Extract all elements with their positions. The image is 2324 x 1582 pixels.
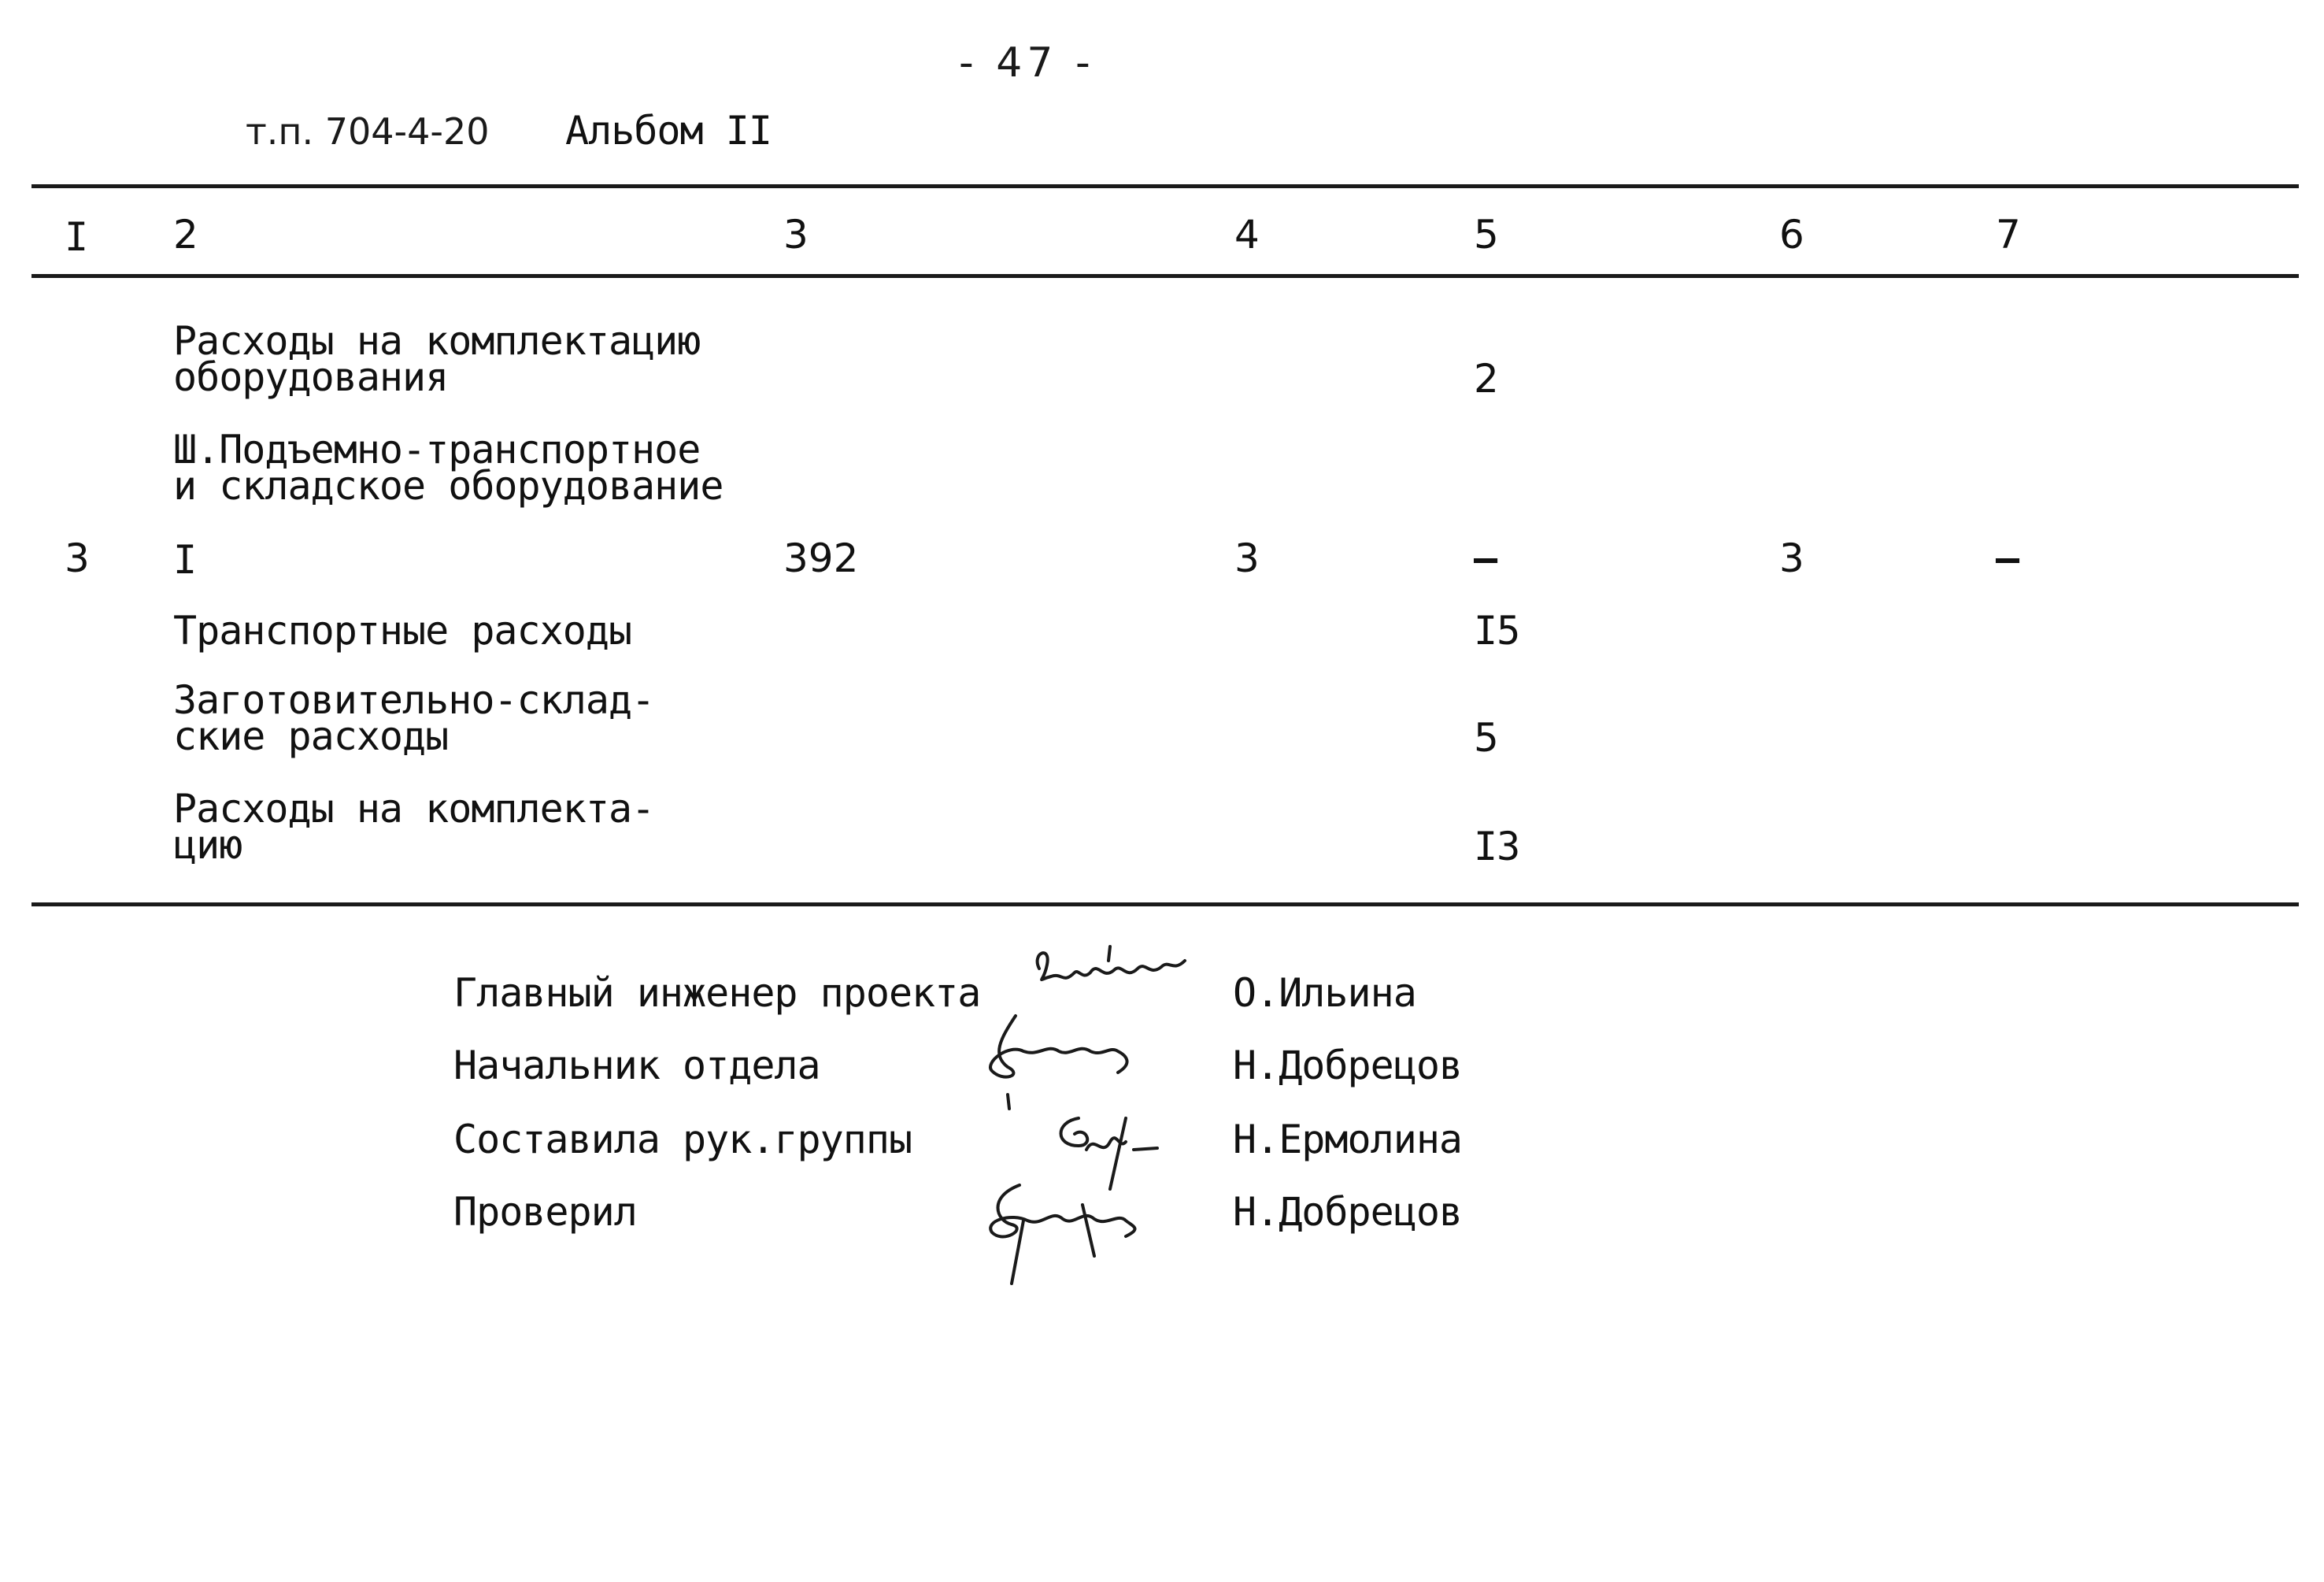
table-cell-description: I (173, 537, 197, 583)
table-cell-col5: I3 (1474, 824, 1520, 869)
page-number: - 47 - (959, 39, 1095, 87)
header-bottom-rule (31, 274, 2299, 278)
handwritten-signature-2 (960, 1008, 1165, 1118)
column-header-1: I (65, 214, 88, 260)
signature-name: Н.Добрецов (1233, 1189, 1463, 1235)
column-header-3: 3 (783, 212, 809, 257)
table-cell-description: Ш.Подъемно-транспортное и складское оборудование (173, 427, 723, 509)
signature-name: О.Ильина (1233, 970, 1416, 1016)
signature-role: Проверил (453, 1189, 637, 1235)
signature-role: Главный инженер проекта (453, 970, 981, 1016)
handwritten-signature-4 (957, 1173, 1161, 1291)
column-header-2: 2 (173, 212, 198, 257)
table-top-rule (31, 184, 2299, 188)
signature-role: Начальник отдела (453, 1043, 820, 1088)
handwritten-signature-1 (1016, 937, 1220, 1008)
column-header-4: 4 (1234, 212, 1260, 257)
column-header-5: 5 (1474, 212, 1499, 257)
table-cell-col5: I5 (1474, 608, 1520, 654)
table-cell-col5: – (1474, 535, 1497, 581)
table-cell-col4: 3 (1234, 535, 1260, 581)
table-cell-description: Транспортные расходы (173, 608, 632, 654)
signature-name: Н.Добрецов (1233, 1043, 1463, 1088)
table-cell-col6: 3 (1779, 535, 1804, 581)
table-bottom-rule (31, 902, 2299, 906)
table-cell-col5: 5 (1474, 715, 1499, 761)
signature-name: Н.Ермолина (1233, 1117, 1463, 1162)
album-label: Альбом II (565, 108, 772, 154)
column-header-6: 6 (1779, 212, 1804, 257)
doc-code: т.п. 704-4-20 (246, 110, 490, 153)
column-header-7: 7 (1996, 212, 2021, 257)
table-cell-col1: 3 (65, 535, 90, 581)
table-cell-col3: 392 (783, 535, 859, 581)
table-cell-description: Расходы на комплекта- цию (173, 786, 655, 868)
signature-role: Составила рук.группы (453, 1117, 912, 1162)
table-cell-description: Заготовительно-склад- ские расходы (173, 677, 655, 759)
table-cell-col5: 2 (1474, 356, 1499, 402)
table-cell-col7: – (1996, 535, 2019, 581)
table-cell-description: Расходы на комплектацию оборудования (173, 318, 701, 400)
